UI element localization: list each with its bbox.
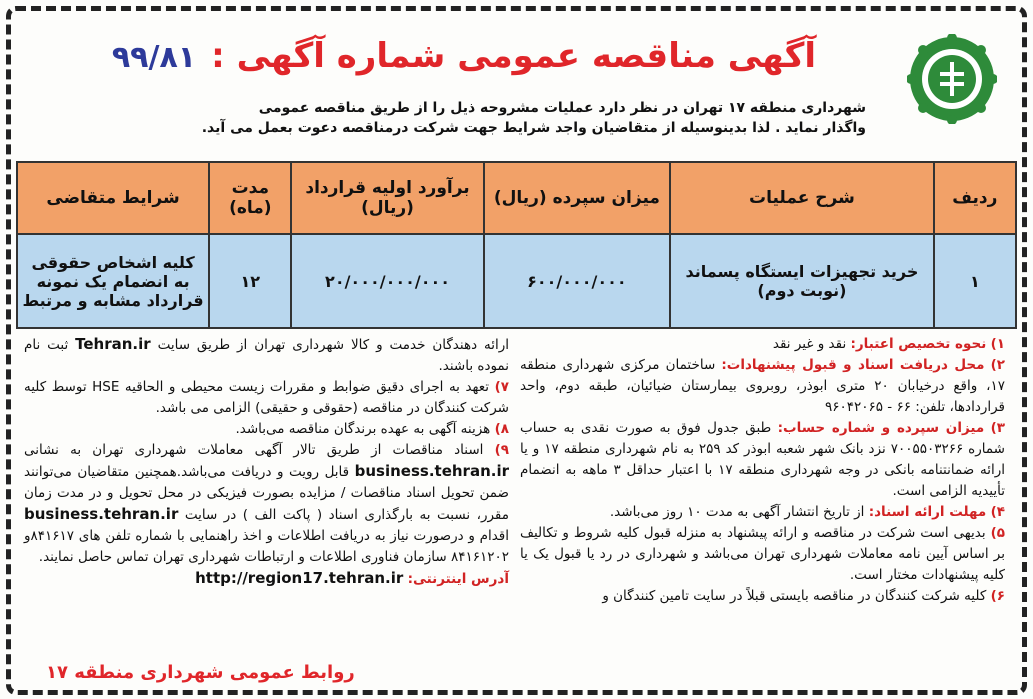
cell-deposit: ۶۰۰/۰۰۰/۰۰۰ xyxy=(484,234,671,328)
internet-address: آدرس اینترنتی: http://region17.tehran.ir xyxy=(195,569,509,587)
cell-description: خرید تجهیزات ایستگاه پسماند (نوبت دوم) xyxy=(670,234,933,328)
term-7: ۷) تعهد به اجرای دقیق ضوابط و مقررات زیست محیطی و الحاقیه HSE توسط کلیه شرکت کنندگان در مناقصه (حقوقی و حقیقی) الزامی می باشد. xyxy=(24,379,509,416)
term-6-continued: ارائه دهندگان خدمت و کالا شهرداری تهران از طریق سایت Tehran.ir ثبت نام نموده باشند. xyxy=(24,335,509,374)
intro-paragraph xyxy=(146,98,866,138)
term-3: ۳) میزان سپرده و شماره حساب: طبق جدول فوق به صورت نقدی به حساب شماره ۷۰۰۵۵۰۳۲۶۶ نزد بانک شهر شعبه ابوذر کد ۲۵۹ به نام شهرداری منطقه ۱۷ و یا ارائه ضمانتنامه بانکی در وجه شهرداری منطقه ۱۷ با اعتبار حداقل ۳ ماهه به انضمام تأییدیه الزامی است. xyxy=(520,420,1006,499)
terms-column-left xyxy=(24,334,509,590)
term-4: ۴) مهلت ارائه اسناد: از تاریخ انتشار آگهی به مدت ۱۰ روز می‌باشد. xyxy=(609,504,1005,520)
notice-number: ۹۹/۸۱ xyxy=(111,40,197,75)
table-row xyxy=(17,234,1016,328)
col-header-estimate: برآورد اولیه قرارداد (ریال) xyxy=(291,162,483,234)
term-1: ۱) نحوه تخصیص اعتبار: نقد و غیر نقد xyxy=(772,336,1005,352)
intro-line-2: واگذار نماید . لذا بدینوسیله از متقاضیان واجد شرایط جهت شرکت درمناقصه دعوت بعمل می آید. xyxy=(201,120,866,136)
footer-signature: روابط عمومی شهرداری منطقه ۱۷ xyxy=(46,662,355,683)
term-5: ۵) بدیهی است شرکت در مناقصه و ارائه پیشنهاد به منزله قبول کلیه شروط و تکالیف بر اساس آیین نامه معاملات شهرداری تهران می‌باشد و شهرداری در رد یا قبول یک یا کلیه پیشنهادات مختار است. xyxy=(520,525,1006,583)
site-tehran[interactable]: Tehran.ir xyxy=(75,335,151,353)
intro-line-1: در نظر دارد عملیات مشروحه ذیل را از طریق مناقصه عمومی xyxy=(258,100,679,116)
title-text: آگهی مناقصه عمومی شماره آگهی : xyxy=(211,36,816,76)
site-business-2[interactable]: business.tehran.ir xyxy=(24,505,179,523)
col-header-description: شرح عملیات xyxy=(670,162,933,234)
site-business-1[interactable]: business.tehran.ir xyxy=(354,462,509,480)
term-2: ۲) محل دریافت اسناد و قبول پیشنهادات: ساختمان مرکزی شهرداری منطقه ۱۷، واقع درخیابان ۲۰ متری ابوذر، روبروی بیمارستان ضیائیان، طبقه دوم، واحد قراردادها، تلفن: ۶۶ - ۹۶۰۴۲۰۶۵ xyxy=(520,357,1006,415)
cell-conditions: کلیه اشخاص حقوقی به انضمام یک نمونه قرارداد مشابه و مرتبط xyxy=(17,234,209,328)
col-header-deposit: میزان سپرده (ریال) xyxy=(484,162,671,234)
term-9: ۹) اسناد مناقصات از طریق تالار آگهی معاملات شهرداری تهران به نشانی business.tehran.ir قابل رویت و دریافت می‌باشد.همچنین متقاضیان می‌توانند ضمن تحویل اسناد مناقصات / مزایده بصورت فیزیکی در محل تحویل و در مدت زمان مقرر، نسبت به بارگذاری اسناد ( پاکت الف ) در سایت business.tehran.ir اقدام و درصورت نیاز به دریافت اطلاعات و اخذ راهنمایی با شماره تلفن های ۸۴۱۶۱۷و ۸۴۱۶۱۲۰۲ سازمان فناوری اطلاعات و ارتباطات شهرداری تهران تماس حاصل نمایند. xyxy=(24,442,509,565)
col-header-row-number: ردیف xyxy=(934,162,1016,234)
region17-link[interactable]: http://region17.tehran.ir xyxy=(195,569,404,587)
table-header-row xyxy=(17,162,1016,234)
col-header-conditions: شرایط متقاضی xyxy=(17,162,209,234)
organization-name: شهرداری منطقه ۱۷ تهران xyxy=(683,100,866,116)
cell-duration: ۱۲ xyxy=(209,234,291,328)
terms-column-right xyxy=(520,334,1005,607)
cell-row-number: ۱ xyxy=(934,234,1016,328)
cell-estimate: ۲۰/۰۰۰/۰۰۰/۰۰۰ xyxy=(291,234,483,328)
term-6: ۶) کلیه شرکت کنندگان در مناقصه بایستی قبلاً در سایت تامین کنندگان و xyxy=(602,588,1005,604)
col-header-duration: مدت (ماه) xyxy=(209,162,291,234)
municipality-logo-icon xyxy=(907,34,997,124)
notice-title xyxy=(111,36,816,92)
term-8: ۸) هزینه آگهی به عهده برندگان مناقصه می‌باشد. xyxy=(235,421,509,437)
tender-table xyxy=(16,161,1017,329)
